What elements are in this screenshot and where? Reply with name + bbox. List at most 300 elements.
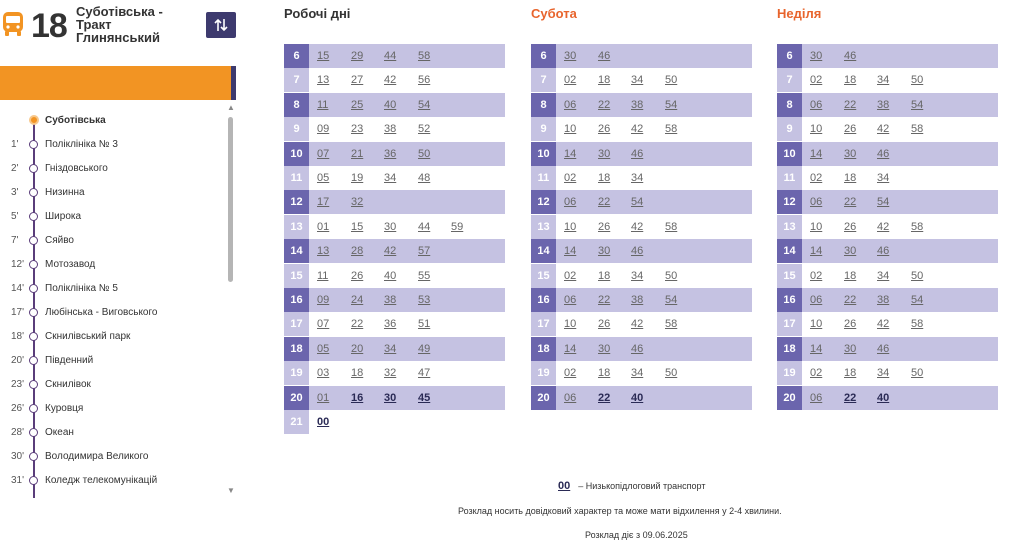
stop-name: Поліклініка № 3 <box>45 138 118 150</box>
departure-time[interactable]: 10 <box>810 318 823 331</box>
departure-time[interactable]: 58 <box>665 123 678 136</box>
departure-time[interactable]: 30 <box>844 342 857 355</box>
stop-dot-icon <box>29 164 38 173</box>
hour-cell: 12 <box>531 190 556 214</box>
departure-time[interactable]: 30 <box>598 342 611 355</box>
departure-time[interactable]: 48 <box>418 172 431 184</box>
departure-time-low-floor[interactable]: 22 <box>598 391 611 404</box>
departure-time[interactable]: 06 <box>810 391 823 404</box>
departure-time[interactable]: 42 <box>877 123 890 136</box>
stop-item[interactable] <box>0 324 222 348</box>
schedule-row <box>531 44 752 68</box>
departure-time[interactable]: 53 <box>418 294 431 306</box>
schedule-row <box>284 312 505 336</box>
departure-time[interactable]: 54 <box>665 294 678 306</box>
departure-time[interactable]: 03 <box>317 367 330 380</box>
hour-cell: 11 <box>284 166 309 190</box>
stop-name: Куровця <box>45 402 84 414</box>
departure-time[interactable]: 22 <box>598 294 611 306</box>
hour-cell: 14 <box>777 239 802 263</box>
departure-time[interactable]: 30 <box>844 245 857 258</box>
departure-time[interactable]: 01 <box>317 220 330 233</box>
departure-time-low-floor[interactable]: 30 <box>384 391 397 404</box>
departure-time[interactable]: 26 <box>598 318 611 331</box>
departure-time[interactable]: 01 <box>317 391 330 404</box>
departure-time[interactable]: 30 <box>598 245 611 258</box>
departure-time[interactable]: 36 <box>384 147 397 160</box>
hour-cell: 19 <box>777 361 802 385</box>
departure-time[interactable]: 44 <box>418 220 431 233</box>
minutes-band <box>309 68 505 92</box>
departure-time[interactable]: 50 <box>665 74 678 87</box>
stop-minutes: 18' <box>11 330 25 342</box>
departure-time[interactable]: 58 <box>418 50 431 62</box>
departure-time[interactable]: 38 <box>877 294 890 306</box>
minutes-band <box>802 386 998 410</box>
departure-time[interactable]: 06 <box>564 391 577 404</box>
departure-time[interactable]: 34 <box>631 172 644 184</box>
bus-icon <box>2 11 24 37</box>
departure-time[interactable]: 02 <box>810 74 823 87</box>
departure-time[interactable]: 22 <box>844 294 857 306</box>
hour-cell: 9 <box>777 117 802 141</box>
schedule-row <box>777 68 998 92</box>
departure-time[interactable]: 22 <box>598 98 611 111</box>
stop-name: Південний <box>45 354 94 366</box>
departure-time[interactable]: 18 <box>844 74 857 87</box>
departure-time[interactable]: 06 <box>810 196 823 209</box>
scroll-up-arrow-icon[interactable]: ▲ <box>227 103 235 112</box>
departure-time[interactable]: 10 <box>810 123 823 136</box>
departure-time[interactable]: 05 <box>317 342 330 355</box>
legend-text: – Низькопідлоговий транспорт <box>578 481 706 491</box>
schedule-row <box>531 166 752 190</box>
departure-time[interactable]: 22 <box>598 196 611 209</box>
schedule-row <box>284 166 505 190</box>
departure-time[interactable]: 36 <box>384 318 397 331</box>
stop-name: Володимира Великого <box>45 450 149 462</box>
departure-time[interactable]: 07 <box>317 147 330 160</box>
stop-dot-icon <box>29 404 38 413</box>
stop-name: Поліклініка № 5 <box>45 282 118 294</box>
schedule-row <box>284 239 505 263</box>
stop-dot-icon <box>29 332 38 341</box>
schedule-row <box>531 117 752 141</box>
departure-time[interactable]: 02 <box>564 367 577 380</box>
departure-time[interactable]: 59 <box>451 220 464 233</box>
stop-item[interactable] <box>0 108 222 132</box>
hour-cell: 11 <box>777 166 802 190</box>
departure-time[interactable]: 30 <box>810 50 823 62</box>
stop-minutes: 7' <box>11 234 19 246</box>
departure-time[interactable]: 26 <box>598 220 611 233</box>
departure-time[interactable]: 34 <box>631 74 644 87</box>
stop-minutes: 28' <box>11 426 25 438</box>
departure-time[interactable]: 42 <box>631 318 644 331</box>
minutes-band <box>802 190 998 214</box>
departure-time-low-floor[interactable]: 45 <box>418 391 431 404</box>
departure-time[interactable]: 50 <box>418 147 431 160</box>
departure-time[interactable]: 15 <box>317 50 330 62</box>
departure-time[interactable]: 18 <box>844 172 857 184</box>
departure-time[interactable]: 23 <box>351 123 364 136</box>
schedule-row <box>284 410 330 434</box>
schedule-row <box>531 386 752 410</box>
minutes-band <box>556 166 752 190</box>
stop-item[interactable] <box>0 132 222 156</box>
departure-time[interactable]: 02 <box>810 367 823 380</box>
departure-time[interactable]: 49 <box>418 342 431 355</box>
route-number: 18 <box>31 7 67 45</box>
departure-time[interactable]: 13 <box>317 245 330 258</box>
departure-time[interactable]: 46 <box>877 342 890 355</box>
departure-time[interactable]: 46 <box>877 245 890 258</box>
departure-time[interactable]: 46 <box>844 50 857 62</box>
stop-item[interactable] <box>0 252 222 276</box>
departure-time[interactable]: 46 <box>631 245 644 258</box>
departure-time[interactable]: 50 <box>665 367 678 380</box>
stop-minutes: 5' <box>11 210 19 222</box>
departure-time[interactable]: 44 <box>384 50 397 62</box>
minutes-band <box>802 166 998 190</box>
departure-time[interactable]: 50 <box>911 367 924 380</box>
hour-cell: 12 <box>284 190 309 214</box>
departure-time[interactable]: 02 <box>564 172 577 184</box>
departure-time[interactable]: 56 <box>418 74 431 87</box>
departure-time[interactable]: 58 <box>911 123 924 136</box>
hour-cell: 15 <box>531 264 556 288</box>
departure-time[interactable]: 20 <box>351 342 364 355</box>
departure-time[interactable]: 40 <box>384 98 397 111</box>
departure-time[interactable]: 26 <box>351 269 364 282</box>
schedule-row <box>777 288 998 312</box>
departure-time[interactable]: 38 <box>384 294 397 306</box>
departure-time-low-floor[interactable]: 40 <box>631 391 644 404</box>
departure-time[interactable]: 34 <box>384 342 397 355</box>
stop-minutes: 30' <box>11 450 25 462</box>
schedule-row <box>531 288 752 312</box>
departure-time[interactable]: 50 <box>911 74 924 87</box>
departure-time[interactable]: 02 <box>810 269 823 282</box>
departure-time[interactable]: 09 <box>317 123 330 136</box>
departure-time[interactable]: 40 <box>384 269 397 282</box>
legend-code: 00 <box>558 480 571 492</box>
departure-time[interactable]: 06 <box>810 98 823 111</box>
departure-time[interactable]: 18 <box>598 367 611 380</box>
departure-time[interactable]: 54 <box>911 98 924 111</box>
departure-time[interactable]: 34 <box>631 367 644 380</box>
departure-time[interactable]: 38 <box>631 98 644 111</box>
departure-time[interactable]: 50 <box>665 269 678 282</box>
departure-time[interactable]: 34 <box>631 269 644 282</box>
departure-time[interactable]: 54 <box>665 98 678 111</box>
stop-dot-icon <box>29 356 38 365</box>
stop-item[interactable] <box>0 372 222 396</box>
minutes-band <box>802 361 998 385</box>
departure-time[interactable]: 06 <box>564 294 577 306</box>
departure-time[interactable]: 15 <box>351 220 364 233</box>
departure-time[interactable]: 38 <box>877 98 890 111</box>
stop-item[interactable] <box>0 228 222 252</box>
departure-time[interactable]: 34 <box>877 367 890 380</box>
stop-name: Широка <box>45 210 82 222</box>
hour-cell: 15 <box>284 264 309 288</box>
stop-dot-icon <box>29 188 38 197</box>
departure-time-low-floor[interactable]: 22 <box>844 391 857 404</box>
minutes-band <box>309 386 505 410</box>
departure-time[interactable]: 38 <box>631 294 644 306</box>
hour-cell: 18 <box>284 337 309 361</box>
stop-item[interactable] <box>0 420 222 444</box>
departure-time[interactable]: 46 <box>631 342 644 355</box>
departure-time-low-floor[interactable]: 00 <box>317 416 330 428</box>
departure-time[interactable]: 06 <box>564 196 577 209</box>
hour-cell: 6 <box>531 44 556 68</box>
minutes-band <box>802 239 998 263</box>
departure-time[interactable]: 38 <box>384 123 397 136</box>
schedule-row <box>777 264 998 288</box>
departure-time[interactable]: 30 <box>384 220 397 233</box>
minutes-band <box>309 44 505 68</box>
hour-cell: 10 <box>284 142 309 166</box>
minutes-band <box>556 361 752 385</box>
hour-cell: 16 <box>284 288 309 312</box>
minutes-band <box>802 93 998 117</box>
departure-time[interactable]: 55 <box>418 269 431 282</box>
minutes-band <box>309 239 505 263</box>
schedule-row <box>284 264 505 288</box>
departure-time[interactable]: 42 <box>384 74 397 87</box>
stop-item[interactable] <box>0 348 222 372</box>
departure-time[interactable]: 02 <box>564 269 577 282</box>
stop-minutes: 3' <box>11 186 19 198</box>
hour-cell: 14 <box>531 239 556 263</box>
schedule-row <box>777 166 998 190</box>
departure-time[interactable]: 10 <box>564 220 577 233</box>
departure-time[interactable]: 07 <box>317 318 330 331</box>
departure-time[interactable]: 30 <box>564 50 577 62</box>
minutes-band <box>309 337 505 361</box>
schedule-row <box>777 93 998 117</box>
stop-name: Гніздовського <box>45 162 108 174</box>
departure-time[interactable]: 10 <box>564 123 577 136</box>
departure-time[interactable]: 02 <box>810 172 823 184</box>
departure-time[interactable]: 42 <box>631 220 644 233</box>
departure-time[interactable]: 26 <box>844 318 857 331</box>
departure-time[interactable]: 50 <box>911 269 924 282</box>
minutes-band <box>802 117 998 141</box>
departure-time[interactable]: 27 <box>351 74 364 87</box>
departure-time[interactable]: 17 <box>317 196 330 209</box>
departure-time[interactable]: 10 <box>810 220 823 233</box>
minutes-band <box>309 410 505 434</box>
scroll-down-arrow-icon[interactable]: ▼ <box>227 486 235 495</box>
departure-time[interactable]: 42 <box>384 245 397 258</box>
departure-time[interactable]: 32 <box>351 196 364 209</box>
departure-time[interactable]: 26 <box>844 220 857 233</box>
minutes-band <box>802 312 998 336</box>
departure-time[interactable]: 54 <box>877 196 890 209</box>
departure-time[interactable]: 42 <box>631 123 644 136</box>
minutes-band <box>556 68 752 92</box>
departure-time[interactable]: 51 <box>418 318 431 331</box>
departure-time[interactable]: 29 <box>351 50 364 62</box>
schedule-row <box>284 288 505 312</box>
scrollbar-thumb[interactable] <box>228 117 233 282</box>
departure-time[interactable]: 02 <box>564 74 577 87</box>
departure-time[interactable]: 25 <box>351 98 364 111</box>
departure-time[interactable]: 46 <box>598 50 611 62</box>
departure-time[interactable]: 14 <box>810 245 823 258</box>
departure-time[interactable]: 47 <box>418 367 431 380</box>
hour-cell: 15 <box>777 264 802 288</box>
minutes-band <box>802 264 998 288</box>
stop-dot-icon <box>29 476 38 485</box>
departure-time[interactable]: 05 <box>317 172 330 184</box>
departure-time[interactable]: 52 <box>418 123 431 136</box>
minutes-band <box>556 190 752 214</box>
stop-minutes: 31' <box>11 474 25 486</box>
swap-direction-button[interactable] <box>206 12 236 38</box>
hour-cell: 8 <box>531 93 556 117</box>
departure-time[interactable]: 46 <box>631 147 644 160</box>
stop-name: Сяйво <box>45 234 74 246</box>
schedule-row <box>777 215 998 239</box>
departure-time[interactable]: 19 <box>351 172 364 184</box>
departure-time[interactable]: 54 <box>631 196 644 209</box>
schedule-row <box>777 239 998 263</box>
departure-time[interactable]: 14 <box>564 245 577 258</box>
stop-item[interactable] <box>0 180 222 204</box>
stop-dot-icon <box>29 140 38 149</box>
departure-time[interactable]: 14 <box>564 342 577 355</box>
departure-time[interactable]: 34 <box>877 269 890 282</box>
stop-name: Мотозавод <box>45 258 96 270</box>
hour-cell: 7 <box>777 68 802 92</box>
legend <box>558 480 705 492</box>
departure-time[interactable]: 28 <box>351 245 364 258</box>
stop-dot-icon <box>29 284 38 293</box>
stop-item[interactable] <box>0 444 222 468</box>
schedule-row <box>531 239 752 263</box>
hour-cell: 20 <box>531 386 556 410</box>
departure-time-low-floor[interactable]: 40 <box>877 391 890 404</box>
departure-time[interactable]: 54 <box>418 98 431 111</box>
hour-cell: 20 <box>284 386 309 410</box>
minutes-band <box>309 264 505 288</box>
stop-item[interactable] <box>0 396 222 420</box>
stop-item[interactable] <box>0 156 222 180</box>
departure-time[interactable]: 06 <box>810 294 823 306</box>
departure-time[interactable]: 14 <box>810 147 823 160</box>
stop-name: Коледж телекомунікацій <box>45 474 158 486</box>
departure-time[interactable]: 22 <box>351 318 364 331</box>
departure-time[interactable]: 14 <box>810 342 823 355</box>
departure-time[interactable]: 13 <box>317 74 330 87</box>
schedule-row <box>777 190 998 214</box>
departure-time[interactable]: 18 <box>598 269 611 282</box>
departure-time[interactable]: 18 <box>844 269 857 282</box>
schedule-row <box>777 312 998 336</box>
departure-time[interactable]: 58 <box>665 220 678 233</box>
stop-item[interactable] <box>0 300 222 324</box>
stop-item[interactable] <box>0 276 222 300</box>
departure-time[interactable]: 54 <box>911 294 924 306</box>
departure-time[interactable]: 58 <box>665 318 678 331</box>
departure-time[interactable]: 18 <box>598 74 611 87</box>
departure-time[interactable]: 30 <box>844 147 857 160</box>
minutes-band <box>556 288 752 312</box>
schedule-row <box>531 68 752 92</box>
departure-time[interactable]: 11 <box>317 98 329 111</box>
departure-time[interactable]: 09 <box>317 294 330 306</box>
departure-time[interactable]: 10 <box>564 318 577 331</box>
departure-time[interactable]: 14 <box>564 147 577 160</box>
hour-cell: 18 <box>531 337 556 361</box>
departure-time[interactable]: 21 <box>351 147 364 160</box>
departure-time[interactable]: 26 <box>598 123 611 136</box>
minutes-band <box>309 312 505 336</box>
departure-time[interactable]: 06 <box>564 98 577 111</box>
departure-time[interactable]: 58 <box>911 318 924 331</box>
hour-cell: 7 <box>531 68 556 92</box>
hour-cell: 6 <box>777 44 802 68</box>
stop-dot-icon <box>29 380 38 389</box>
departure-time[interactable]: 24 <box>351 294 364 306</box>
departure-time[interactable]: 42 <box>877 220 890 233</box>
departure-time[interactable]: 18 <box>844 367 857 380</box>
departure-time[interactable]: 18 <box>351 367 364 380</box>
departure-time-low-floor[interactable]: 16 <box>351 391 364 404</box>
departure-time[interactable]: 22 <box>844 196 857 209</box>
departure-time[interactable]: 30 <box>598 147 611 160</box>
departure-time[interactable]: 26 <box>844 123 857 136</box>
stop-minutes: 1' <box>11 138 19 150</box>
stop-dot-icon <box>29 308 38 317</box>
hour-cell: 13 <box>777 215 802 239</box>
hour-cell: 19 <box>284 361 309 385</box>
minutes-band <box>556 264 752 288</box>
stop-item[interactable] <box>0 468 222 492</box>
schedule-row <box>777 386 998 410</box>
departure-time[interactable]: 32 <box>384 367 397 380</box>
departure-time[interactable]: 46 <box>877 147 890 160</box>
departure-time[interactable]: 22 <box>844 98 857 111</box>
departure-time[interactable]: 57 <box>418 245 431 258</box>
departure-time[interactable]: 58 <box>911 220 924 233</box>
schedule-row <box>777 361 998 385</box>
hour-cell: 18 <box>777 337 802 361</box>
schedule-title: Субота <box>531 6 577 21</box>
departure-time[interactable]: 18 <box>598 172 611 184</box>
stop-item[interactable] <box>0 204 222 228</box>
valid-from: Розклад діє з 09.06.2025 <box>585 530 688 540</box>
schedule-row <box>531 264 752 288</box>
schedule-row <box>284 117 505 141</box>
departure-time[interactable]: 42 <box>877 318 890 331</box>
schedule-row <box>531 142 752 166</box>
minutes-band <box>556 312 752 336</box>
departure-time[interactable]: 11 <box>317 269 329 282</box>
schedule-row <box>777 337 998 361</box>
hour-cell: 8 <box>284 93 309 117</box>
hour-cell: 7 <box>284 68 309 92</box>
departure-time[interactable]: 34 <box>877 172 890 184</box>
departure-time[interactable]: 34 <box>877 74 890 87</box>
departure-time[interactable]: 34 <box>384 172 397 184</box>
minutes-band <box>309 215 505 239</box>
schedule-title: Робочі дні <box>284 6 351 21</box>
